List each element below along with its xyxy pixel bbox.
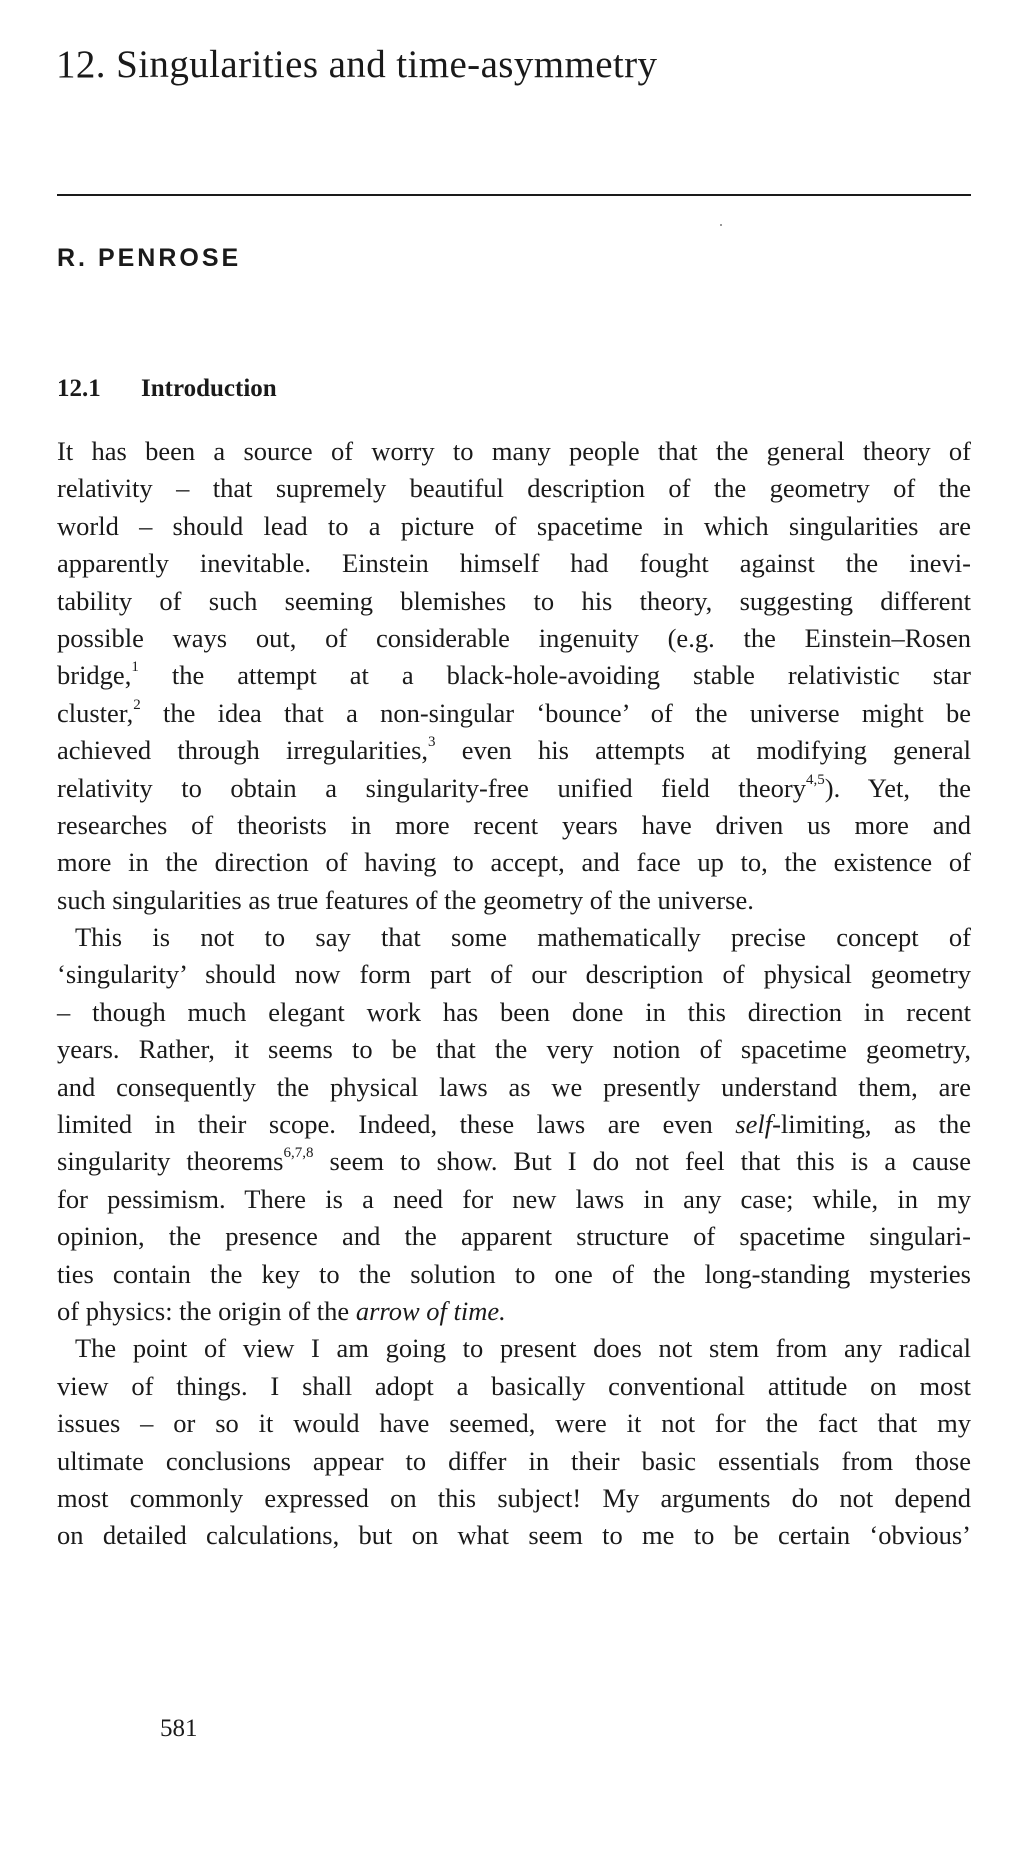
text-line: years. Rather, it seems to be that the very notion of spacetime geometry, xyxy=(57,1034,971,1065)
text-line: most commonly expressed on this subject! My arguments do not depend xyxy=(57,1482,971,1513)
text-fragment: the idea that a non-singular ‘bounce’ of the universe might be xyxy=(162,697,971,728)
text-line: view of things. I shall adopt a basically conventional attitude on most xyxy=(57,1370,971,1401)
text-fragment: -limiting, as the xyxy=(772,1109,971,1140)
text-line: It has been a source of worry to many people that the general theory of xyxy=(57,436,971,466)
text-line: ties contain the key to the solution to one of the long-standing mysteries xyxy=(57,1258,971,1289)
text-line xyxy=(57,732,971,769)
text-line: ultimate conclusions appear to differ in their basic essentials from those xyxy=(57,1445,971,1476)
text-fragment: singularity theorems xyxy=(57,1146,284,1177)
text-line: more in the direction of having to accept, and face up to, the existence of xyxy=(57,847,971,878)
chapter-title: 12. Singularities and time-asymmetry xyxy=(56,43,658,86)
scan-speck xyxy=(720,224,722,226)
text-fragment: the attempt at a black-hole-avoiding stable relativistic star xyxy=(171,660,971,691)
title-rule xyxy=(57,194,971,196)
author-name: R. PENROSE xyxy=(57,244,242,272)
text-fragment: of physics: the origin of the xyxy=(57,1295,350,1326)
footnote-ref: 2 xyxy=(133,696,141,713)
text-fragment: achieved through irregularities, xyxy=(57,735,429,766)
text-fragment: even his attempts at modifying general xyxy=(461,735,972,766)
footnote-ref: 3 xyxy=(428,734,436,751)
text-line: possible ways out, of considerable ingenuity (e.g. the Einstein–Rosen xyxy=(57,622,971,653)
text-line: such singularities as true features of the geometry of the universe. xyxy=(57,884,754,915)
text-line xyxy=(57,1293,971,1330)
footnote-ref: 4,5 xyxy=(806,771,825,788)
section-title: Introduction xyxy=(141,375,277,402)
text-line xyxy=(57,1143,971,1180)
text-line xyxy=(57,657,971,694)
text-line: This is not to say that some mathematically precise concept of xyxy=(75,922,971,953)
text-line: on detailed calculations, but on what seem to me to be certain ‘obvious’ xyxy=(57,1520,971,1551)
body-text xyxy=(57,433,971,1555)
footnote-ref: 6,7,8 xyxy=(283,1145,314,1162)
text-fragment: ). Yet, the xyxy=(824,772,972,803)
text-line xyxy=(57,1106,971,1143)
text-line: for pessimism. There is a need for new laws in any case; while, in my xyxy=(57,1183,971,1214)
text-line: – though much elegant work has been done in this direction in recent xyxy=(57,996,971,1027)
text-line: tability of such seeming blemishes to his theory, suggesting different xyxy=(57,585,971,616)
text-line: and consequently the physical laws as we presently understand them, are xyxy=(57,1071,971,1102)
text-line xyxy=(57,695,971,732)
emphasis-text: arrow of time. xyxy=(355,1295,506,1326)
text-fragment: bridge, xyxy=(57,660,132,691)
section-number: 12.1 xyxy=(57,375,101,402)
section-heading xyxy=(57,375,277,403)
text-line: ‘singularity’ should now form part of our description of physical geometry xyxy=(57,959,971,990)
emphasis-text: self xyxy=(735,1109,773,1140)
text-line: opinion, the presence and the apparent structure of spacetime singulari- xyxy=(57,1221,971,1252)
page-number: 581 xyxy=(160,1715,198,1742)
text-fragment: limited in their scope. Indeed, these laws are even xyxy=(57,1109,713,1140)
text-line: The point of view I am going to present does not stem from any radical xyxy=(75,1333,971,1364)
text-line: apparently inevitable. Einstein himself had fought against the inevi- xyxy=(57,548,971,579)
text-line: researches of theorists in more recent years have driven us more and xyxy=(57,809,971,840)
text-fragment: seem to show. But I do not feel that this is a cause xyxy=(329,1146,971,1177)
text-line: relativity – that supremely beautiful description of the geometry of the xyxy=(57,473,971,504)
text-line: world – should lead to a picture of spacetime in which singularities are xyxy=(57,510,971,541)
text-fragment: relativity to obtain a singularity-free unified field theory xyxy=(57,772,807,803)
text-line xyxy=(57,770,971,807)
footnote-ref: 1 xyxy=(131,659,139,676)
text-fragment: cluster, xyxy=(57,697,134,728)
text-line: issues – or so it would have seemed, were it not for the fact that my xyxy=(57,1408,971,1439)
